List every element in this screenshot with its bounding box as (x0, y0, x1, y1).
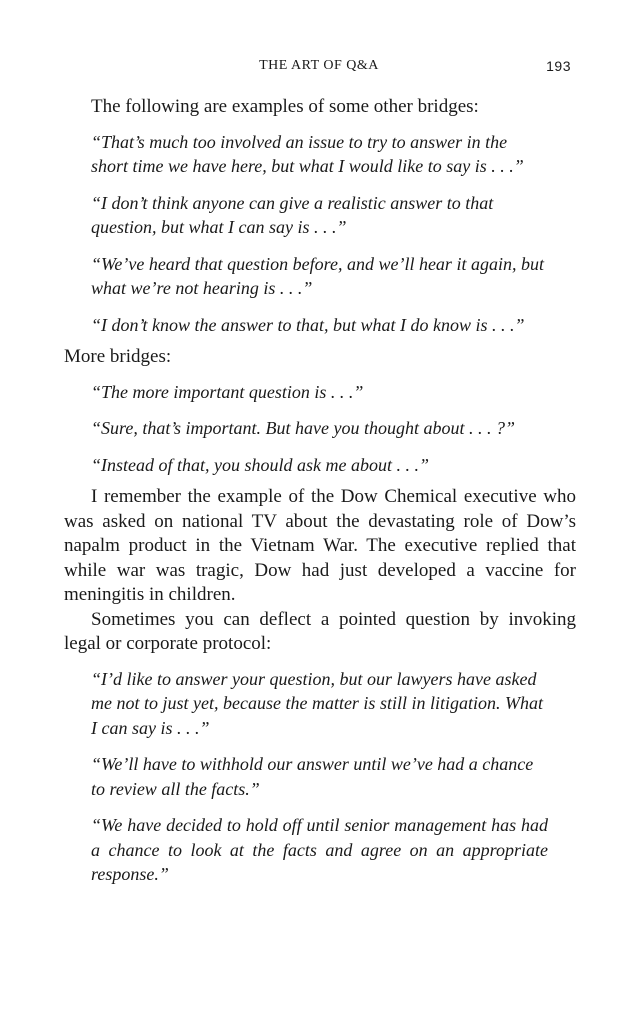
more-bridges-label: More bridges: (64, 346, 172, 367)
bridge-quote: “Sure, that’s important. But have you thought about . . . ?” (91, 418, 516, 438)
bridge-quote: “I don’t know the answer to that, but what I do know is . . .” (91, 314, 525, 335)
page-number: 193 (546, 58, 571, 74)
bridge-quote: “Instead of that, you should ask me about . . .” (91, 454, 429, 475)
page-header (0, 58, 638, 82)
bridge-quote: “That’s much too involved an issue to try to answer in the short time we have here, but what I would like to say is . . .” (91, 131, 524, 176)
bridge-quote: “The more important question is . . .” (91, 381, 364, 402)
bridge-quote: “We’ve heard that question before, and we’ll hear it again, but what we’re not hearing is . . .” (91, 253, 544, 298)
deflect-paragraph: Sometimes you can deflect a pointed question by invoking legal or corporate protocol: (64, 608, 576, 654)
dow-paragraph: I remember the example of the Dow Chemical executive who was asked on national TV about the devastating role of Dow’s napalm product in the Vietnam War. The executive replied that while war was tragic, Dow had just developed a vaccine for meningitis in children. (64, 486, 576, 605)
protocol-quote: “We have decided to hold off until senior management has had a chance to look at the facts and agree on an appropriate response.” (91, 815, 548, 884)
bridge-quote: “I don’t think anyone can give a realistic answer to that question, but what I can say is . . .” (91, 192, 494, 237)
intro-paragraph: The following are examples of some other bridges: (91, 96, 479, 117)
page-body (64, 95, 576, 887)
protocol-quote: “We’ll have to withhold our answer until we’ve had a chance to review all the facts.” (91, 754, 534, 799)
protocol-quote: “I’d like to answer your question, but our lawyers have asked me not to just yet, because the matter is still in litigation. What I can say is . . .” (91, 668, 543, 738)
running-head: THE ART OF Q&A (259, 58, 379, 73)
